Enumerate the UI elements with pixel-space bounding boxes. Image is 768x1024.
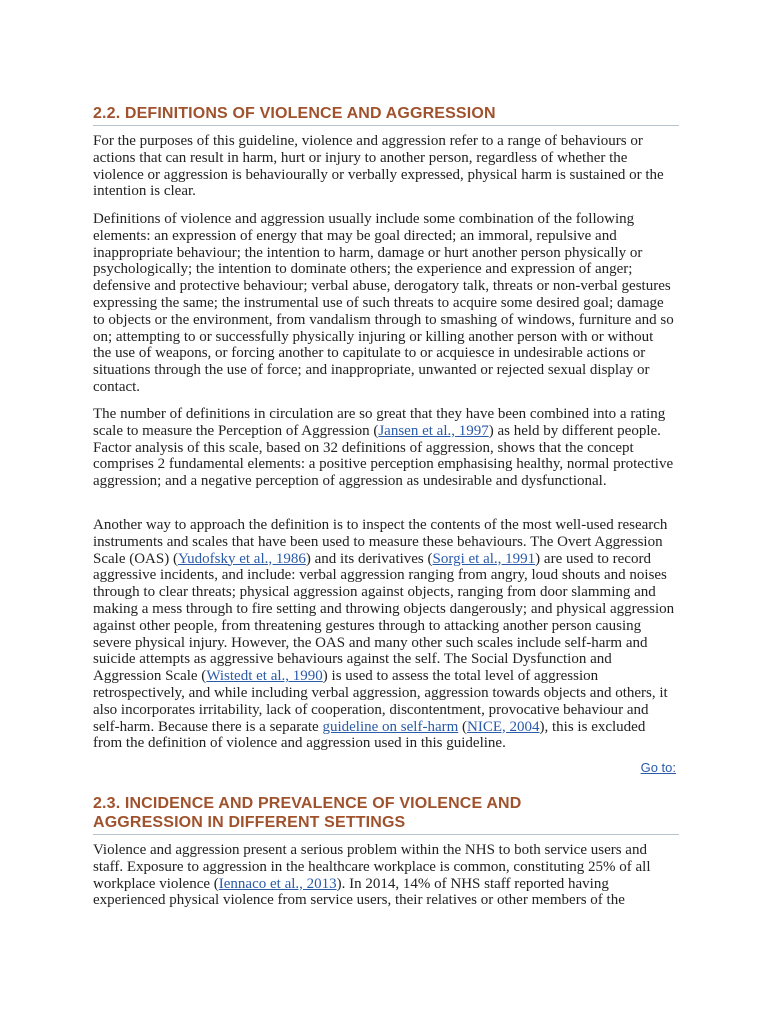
paragraph-text: Another way to approach the definition is to inspect the contents of the most well-used research instruments and scales that have been used to measure these behaviours. The Overt Aggression Scale (OAS) (: [93, 517, 668, 567]
guideline-self-harm-link[interactable]: guideline on self-harm: [322, 718, 459, 735]
citation-link-yudofsky[interactable]: Yudofsky et al., 1986: [177, 550, 306, 567]
citation-link-iennaco[interactable]: Iennaco et al., 2013: [218, 875, 337, 892]
paragraph-text: ) and its derivatives (: [305, 550, 433, 567]
section-2-2-heading: 2.2. DEFINITIONS OF VIOLENCE AND AGGRESSION: [93, 104, 679, 126]
paragraph-text: ) are used to record aggressive incidents, and include: verbal aggression ranging from angry, loud shouts and noises through to clear threats; physical aggression against objects, ranging from door slamming and making a mess through to fire setting and throwing objects dangerously; and physical aggression against other people, from threatening gestures through to attacking another person causing severe physical injury. However, the OAS and many other such scales include self-harm and suicide attempts as aggressive behaviours against the self. The Social Dysfunction and Aggression Scale (: [93, 550, 675, 685]
citation-link-jansen[interactable]: Jansen et al., 1997: [378, 422, 489, 439]
go-to-link[interactable]: Go to:: [640, 760, 676, 775]
paragraph-text: ). In 2014, 14% of NHS staff reported having experienced physical violence from service users, their relatives or other members of the: [93, 875, 625, 909]
paragraph-text: The number of definitions in circulation are so great that they have been combined into a rating scale to measure the Perception of Aggression (: [93, 406, 666, 439]
paragraph-text: (: [458, 718, 468, 735]
section-2-2-paragraph-3: [93, 406, 675, 490]
citation-link-sorgi[interactable]: Sorgi et al., 1991: [432, 550, 536, 567]
section-2-3-paragraph-1: [93, 842, 675, 909]
citation-link-wistedt[interactable]: Wistedt et al., 1990: [206, 668, 323, 685]
section-2-2-paragraph-1: For the purposes of this guideline, violence and aggression refer to a range of behaviours or actions that can result in harm, hurt or injury to another person, regardless of whether the violence or aggression is behaviourally or verbally expressed, physical harm is sustained or the intention is clear.: [93, 133, 664, 200]
section-2-3-heading: [93, 794, 679, 835]
paragraph-text: Violence and aggression present a serious problem within the NHS to both service users and staff. Exposure to aggression in the healthcare workplace is common, constituting 25% of all workplace violence (: [93, 842, 651, 892]
heading-line-2: AGGRESSION IN DIFFERENT SETTINGS: [93, 814, 406, 831]
paragraph-text: ) is used to assess the total level of aggression retrospectively, and while including verbal aggression, aggression towards objects and others, it also incorporates irritability, lack of cooperation, discontentment, provocative behaviour and self-harm. Because there is a separate: [93, 668, 668, 735]
heading-line-1: 2.3. INCIDENCE AND PREVALENCE OF VIOLENCE AND: [93, 795, 522, 812]
paragraph-text: ), this is excluded from the definition of violence and aggression used in this guideline.: [93, 718, 646, 752]
paragraph-text: ) as held by different people. Factor analysis of this scale, based on 32 definitions of aggression, shows that the concept comprises 2 fundamental elements: a positive perception emphasising healthy, normal protective aggression; and a negative perception of aggression as undesirable and dysfunctional.: [93, 422, 674, 490]
section-2-2-paragraph-4: [93, 517, 675, 752]
citation-link-nice[interactable]: NICE, 2004: [467, 718, 540, 735]
section-2-2-paragraph-2: Definitions of violence and aggression usually include some combination of the following elements: an expression of energy that may be goal directed; an immoral, repulsive and inappropriate behaviour; the intention to harm, damage or hurt another person physically or psychologically; the intention to dominate others; the experience and expression of anger; defensive and protective behaviour; verbal abuse, derogatory talk, threats or non-verbal gestures expressing the same; the instrumental use of such threats to acquire some desired goal; damage to objects or the environment, from vandalism through to smashing of windows, furniture and so on; attempting to or successfully physically injuring or killing another person with or without the use of weapons, or forcing another to capitulate to or acquiesce in undesirable actions or situations through the use of force; and inappropriate, unwanted or rejected sexual display or contact.: [93, 211, 674, 395]
